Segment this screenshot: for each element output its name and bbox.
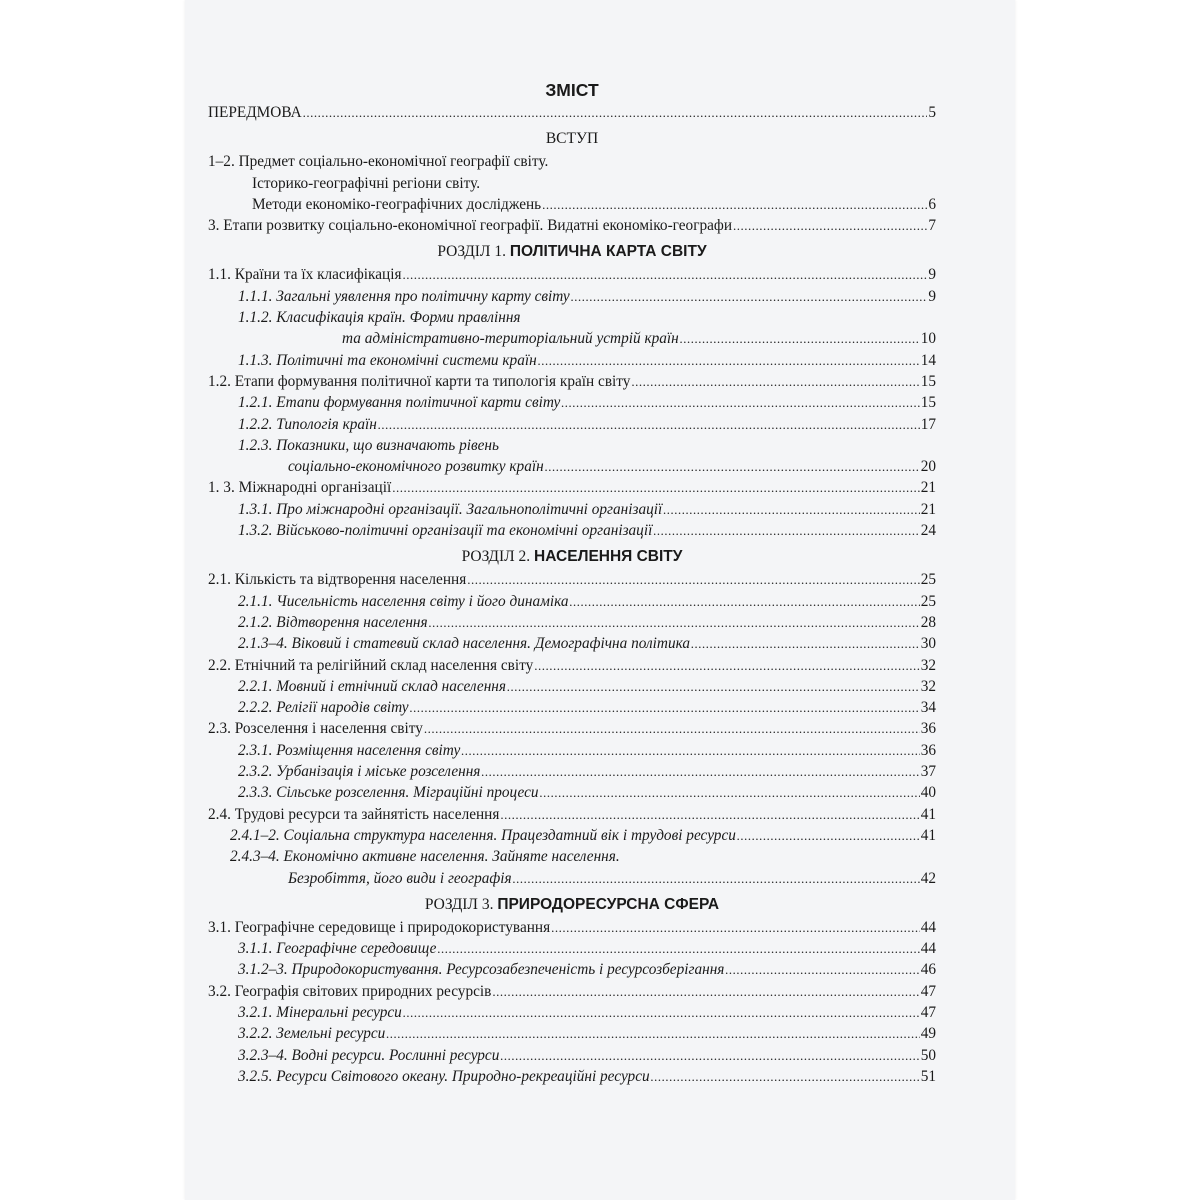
dot-leader [467, 569, 919, 590]
toc-entry-text: 2.2.1. Мовний і етнічний склад населення [238, 677, 507, 695]
dot-leader [403, 1002, 920, 1023]
toc-page-number: 9 [928, 287, 936, 305]
toc-page-number: 21 [920, 479, 936, 497]
toc-page-number: 17 [920, 415, 936, 433]
toc-entry-row [208, 569, 936, 590]
dot-leader [680, 328, 920, 349]
toc-entry-text: 1.1.1. Загальні уявлення про політичну карту світу [238, 287, 570, 305]
toc-entry-text: 2.3.2. Урбанізація і міське розселення [238, 763, 481, 781]
toc-entry-row [208, 718, 936, 739]
toc-entry-row [238, 328, 936, 349]
toc-page-number: 40 [920, 784, 936, 802]
toc-entry [208, 612, 936, 633]
toc-page-number: 41 [920, 805, 936, 823]
toc-entry-text: Безробіття, його види і географія [288, 869, 512, 887]
toc-entry-row [238, 414, 936, 435]
toc-entry [208, 499, 936, 520]
dot-leader [492, 981, 919, 1002]
toc-entry-line: 1.2.3. Показники, що визначають рівень [238, 436, 499, 454]
section-heading [208, 893, 936, 916]
toc-entry-text: 1.3.1. Про міжнародні організації. Загальнополітичні організації [238, 500, 663, 518]
toc-entry-preface [208, 102, 936, 123]
toc-entry [208, 761, 936, 782]
toc-page-number: 32 [920, 677, 936, 695]
toc-entry-row [238, 350, 936, 371]
toc-page-number: 28 [920, 613, 936, 631]
section-prefix: РОЗДІЛ 1. [437, 243, 510, 261]
toc-entry-text: 2.1. Кількість та відтворення населення [208, 571, 467, 589]
toc-entry-row [238, 676, 936, 697]
toc-entry-row [230, 868, 936, 889]
toc-entry [208, 718, 936, 739]
toc-entry-row [208, 371, 936, 392]
toc-entry [208, 846, 936, 889]
toc-entry [208, 286, 936, 307]
dot-leader [481, 761, 919, 782]
toc-entry [208, 1023, 936, 1044]
dot-leader [631, 371, 919, 392]
toc-page-number: 51 [920, 1067, 936, 1085]
toc-entry-text: 2.3.3. Сільське розселення. Міграційні процеси [238, 784, 539, 802]
dot-leader [733, 215, 927, 236]
toc-entry-text: ПЕРЕДМОВА [208, 104, 302, 121]
table-of-contents [208, 78, 936, 1087]
toc-entry [208, 697, 936, 718]
toc-entry-text: 3.2.3–4. Водні ресурси. Рослинні ресурси [238, 1046, 500, 1064]
toc-entry-row [238, 740, 936, 761]
toc-page-number: 42 [920, 869, 936, 887]
toc-page-number: 37 [920, 763, 936, 781]
toc-page-number: 14 [920, 351, 936, 369]
toc-entry-text: 1.3.2. Військово-політичні організації та економічні організації [238, 522, 653, 540]
dot-leader [378, 414, 920, 435]
toc-entry [208, 477, 936, 498]
toc-entry-text: 3.2.2. Земельні ресурси [238, 1025, 386, 1043]
toc-entry-text: 2.1.2. Відтворення населення [238, 613, 428, 631]
toc-page-number: 6 [928, 195, 936, 213]
toc-entry-row [238, 612, 936, 633]
dot-leader [437, 938, 919, 959]
dot-leader [386, 1023, 919, 1044]
section-prefix: РОЗДІЛ 2. [461, 548, 535, 566]
toc-entry-row [238, 633, 936, 654]
dot-leader [500, 804, 919, 825]
toc-page-number: 50 [920, 1046, 936, 1064]
dot-leader [513, 868, 920, 889]
toc-entry [208, 804, 936, 825]
toc-entry [208, 959, 936, 980]
toc-entry-line: Історико-географічні регіони світу. [252, 174, 481, 192]
dot-leader [542, 194, 927, 215]
toc-entry-row [238, 1045, 936, 1066]
toc-entry-text: соціально-економічного розвитку країн [288, 458, 544, 476]
toc-entry [208, 917, 936, 938]
dot-leader [545, 456, 920, 477]
toc-entry-row [208, 215, 936, 236]
toc-entry-text: 2.2. Етнічний та релігійний склад населення світу [208, 656, 534, 674]
toc-entry-row [238, 761, 936, 782]
toc-page-number: 15 [920, 372, 936, 390]
toc-title: ЗМІСТ [545, 80, 599, 100]
dot-leader [500, 1045, 919, 1066]
toc-entry-text: 2.1.3–4. Віковий і статевий склад населення. Демографічна політика [238, 635, 691, 653]
dot-leader [551, 917, 920, 938]
toc-entry-text: 1.1. Країни та їх класифікація [208, 266, 402, 284]
toc-entry-text: 1.2.1. Етапи формування політичної карти світу [238, 394, 561, 412]
toc-page-number: 5 [928, 104, 936, 121]
toc-entry-text: 2.4. Трудові ресурси та зайнятість населення [208, 805, 500, 823]
toc-page-number: 41 [920, 826, 936, 844]
toc-entry [208, 591, 936, 612]
toc-entry-row [238, 456, 936, 477]
dot-leader [392, 477, 919, 498]
dot-leader [691, 633, 920, 654]
toc-entry-text: 1.1.3. Політичні та економічні системи країн [238, 351, 537, 369]
dot-leader [403, 264, 928, 285]
toc-entry-text: 2.3.1. Розміщення населення світу [238, 741, 461, 759]
toc-entry-text: 1.2. Етапи формування політичної карти та типологія країн світу [208, 372, 631, 390]
toc-entry-text: 3.1. Географічне середовище і природокористування [208, 918, 551, 936]
section-heading [208, 545, 936, 568]
toc-entry-text: 1.2.2. Типологія країн [238, 415, 377, 433]
toc-page-number: 7 [928, 217, 936, 235]
dot-leader [461, 740, 919, 761]
toc-page-number: 47 [920, 982, 936, 1000]
toc-page-number: 21 [920, 500, 936, 518]
toc-entry [208, 435, 936, 478]
toc-entry-line: 1.1.2. Класифікація країн. Форми правління [238, 309, 521, 327]
toc-entry [208, 938, 936, 959]
toc-entry [208, 1045, 936, 1066]
toc-entry-row [208, 194, 936, 215]
toc-entry-text: 2.2.2. Релігії народів світу [238, 699, 409, 717]
toc-entry [208, 350, 936, 371]
toc-entry [208, 307, 936, 350]
toc-entry-row [238, 1002, 936, 1023]
toc-entry-row [208, 264, 936, 285]
dot-leader [571, 286, 928, 307]
toc-page-number: 34 [920, 699, 936, 717]
toc-page-number: 9 [928, 266, 936, 284]
dot-leader [410, 697, 920, 718]
toc-entry-row [238, 938, 936, 959]
dot-leader [725, 959, 919, 980]
toc-page-number: 44 [920, 918, 936, 936]
toc-entry-line: 1–2. Предмет соціально-економічної географії світу. [208, 153, 549, 171]
toc-page-number: 24 [920, 522, 936, 540]
toc-entry-text: 3.1.2–3. Природокористування. Ресурсозабезпеченість і ресурсозберігання [238, 961, 725, 979]
toc-page-number: 10 [920, 330, 936, 348]
toc-entry-row [230, 825, 936, 846]
toc-entry-row [238, 392, 936, 413]
toc-entry-row [238, 520, 936, 541]
toc-entry-row [238, 286, 936, 307]
dot-leader [663, 499, 919, 520]
toc-page-number: 15 [920, 394, 936, 412]
toc-entry [208, 1002, 936, 1023]
toc-entry-row [208, 917, 936, 938]
dot-leader [737, 825, 920, 846]
dot-leader [540, 782, 920, 803]
toc-entry-row [238, 1066, 936, 1087]
toc-entry [208, 782, 936, 803]
toc-entry-row [238, 782, 936, 803]
toc-entry-text: 3.2.1. Мінеральні ресурси [238, 1003, 402, 1021]
toc-page-number: 30 [920, 635, 936, 653]
toc-entry-text: 3. Етапи розвитку соціально-економічної географії. Видатні економіко-географи [208, 217, 732, 235]
sections [208, 240, 936, 1087]
intro-entries [208, 151, 936, 236]
toc-entry [208, 392, 936, 413]
toc-entry-row [238, 1023, 936, 1044]
section-name: НАСЕЛЕННЯ СВІТУ [534, 548, 683, 566]
toc-entry-row [208, 981, 936, 1002]
toc-page-number: 47 [920, 1003, 936, 1021]
toc-entry [208, 825, 936, 846]
toc-entry [208, 264, 936, 285]
toc-page-number: 36 [920, 741, 936, 759]
toc-entry [208, 633, 936, 654]
toc-entry-text: 2.3. Розселення і населення світу [208, 720, 423, 738]
dot-leader [507, 676, 920, 697]
toc-entry [208, 414, 936, 435]
toc-entry-row [238, 499, 936, 520]
toc-entry-row [208, 477, 936, 498]
section-prefix: РОЗДІЛ 3. [424, 895, 498, 913]
toc-page-number: 44 [920, 940, 936, 958]
toc-page-number: 49 [920, 1025, 936, 1043]
toc-entry-text: 3.2.5. Ресурси Світового океану. Природно-рекреаційні ресурси [238, 1067, 650, 1085]
toc-entry-text: 2.1.1. Чисельність населення світу і його динаміка [238, 592, 569, 610]
toc-entry-row [238, 959, 936, 980]
toc-page-number: 36 [920, 720, 936, 738]
toc-entry [208, 569, 936, 590]
toc-entry-text: 1. 3. Міжнародні організації [208, 479, 392, 497]
toc-entry-row [208, 655, 936, 676]
toc-page-number: 32 [920, 656, 936, 674]
dot-leader [651, 1066, 920, 1087]
toc-entry-text: 3.1.1. Географічне середовище [238, 940, 437, 958]
dot-leader [534, 655, 919, 676]
section-heading [208, 240, 936, 263]
toc-page-number: 25 [920, 592, 936, 610]
dot-leader [424, 718, 920, 739]
toc-entry [208, 740, 936, 761]
toc-entry-text: 3.2. Географія світових природних ресурсів [208, 982, 492, 1000]
section-heading-intro: ВСТУП [545, 130, 599, 148]
toc-entry [208, 676, 936, 697]
toc-entry [208, 215, 936, 236]
dot-leader [570, 591, 920, 612]
toc-entry [208, 520, 936, 541]
toc-page-number: 25 [920, 571, 936, 589]
toc-entry [208, 655, 936, 676]
dot-leader [303, 102, 928, 123]
toc-entry-row [208, 804, 936, 825]
section-name: ПОЛІТИЧНА КАРТА СВІТУ [509, 243, 707, 261]
toc-entry-text: Методи економіко-географічних досліджень [252, 195, 542, 213]
toc-entry-row [238, 697, 936, 718]
toc-entry-text: та адміністративно-територіальний устрій країн [342, 330, 679, 348]
dot-leader [429, 612, 920, 633]
toc-page-number: 20 [920, 458, 936, 476]
dot-leader [653, 520, 919, 541]
toc-entry-text: 2.4.1–2. Соціальна структура населення. Працездатний вік і трудові ресурси [230, 826, 736, 844]
toc-entry [208, 1066, 936, 1087]
toc-page-number: 46 [920, 961, 936, 979]
toc-entry-line: 2.4.3–4. Економічно активне населення. Зайняте населення. [230, 848, 620, 866]
dot-leader [538, 350, 920, 371]
section-name: ПРИРОДОРЕСУРСНА СФЕРА [497, 895, 720, 913]
toc-entry [208, 981, 936, 1002]
dot-leader [561, 392, 919, 413]
toc-entry-row [238, 591, 936, 612]
toc-entry [208, 151, 936, 215]
toc-entry [208, 371, 936, 392]
